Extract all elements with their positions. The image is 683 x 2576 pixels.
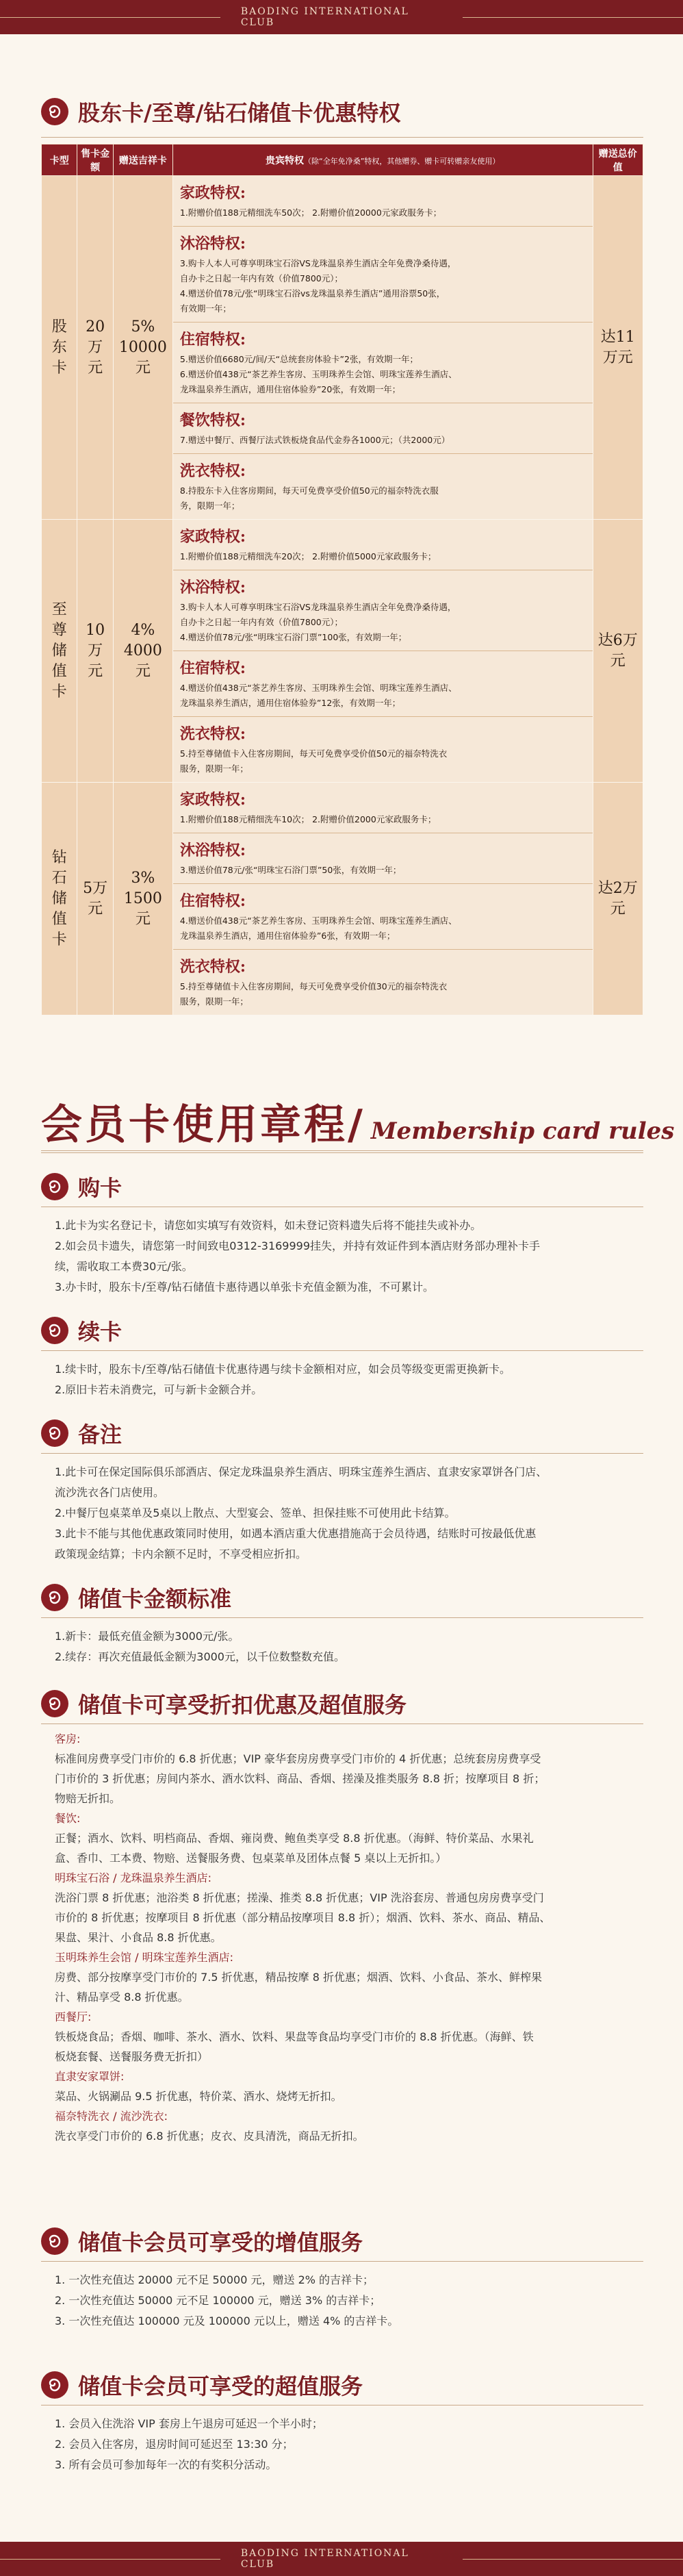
col-type: 卡型 [42, 144, 77, 176]
body-line: 3. 所有会员可参加每年一次的有奖积分活动。 [55, 2458, 277, 2471]
benefit-block [173, 651, 593, 717]
benefit-block [173, 950, 593, 1015]
table-row [42, 783, 643, 1015]
section-title: 备注 [78, 1422, 123, 1448]
benefit-block [173, 884, 593, 950]
gift-value [113, 783, 172, 1015]
benefit-line: 4.赠送价值438元“茶艺养生客房、玉明珠养生会馆、明珠宝莲养生酒店、 [179, 683, 457, 693]
divider [41, 2261, 643, 2262]
benefit-line: 1.附赠价值188元精细洗车50次； 2.附赠价值20000元家政服务卡； [179, 207, 442, 218]
total-value: 达2万元 [593, 783, 643, 1015]
header-rule-right [463, 17, 683, 18]
benefit-block [173, 570, 593, 651]
benefit-line: 3.购卡人本人可尊享明珠宝石浴VS龙珠温泉养生酒店全年免费净桑待遇， [179, 602, 456, 612]
body-line: 物赔无折扣。 [55, 1792, 121, 1805]
benefit-line: 8.持股东卡入住客房期间，每天可免费享受价值50元的福奈特洗衣服 [179, 485, 439, 496]
section-heading [41, 2225, 363, 2257]
category-label: 玉明珠养生会馆 / 明珠宝莲养生酒店: [55, 1951, 233, 1964]
body-line: 1.此卡为实名登记卡，请您如实填写有效资料，如未登记资料遗失后将不能挂失或补办。 [55, 1219, 482, 1232]
body-line: 标准间房费享受门市价的 6.8 折优惠；VIP 豪华套房房费享受门市价的 4 折优惠；总统套房房费享受 [55, 1752, 541, 1765]
category-label: 福奈特洗衣 / 流沙洗衣: [55, 2110, 168, 2123]
body-line: 3. 一次性充值达 100000 元及 100000 元以上，赠送 4% 的吉祥卡。 [55, 2314, 399, 2327]
swirl-icon [41, 1419, 68, 1447]
benefit-title: 住宿特权: [179, 659, 246, 677]
section-title: 续卡 [78, 1319, 123, 1345]
category-label: 西餐厅: [55, 2010, 92, 2023]
body-line: 1. 一次性充值达 20000 元不足 50000 元，赠送 2% 的吉祥卡； [55, 2273, 374, 2286]
total-value: 达11万元 [593, 176, 643, 520]
benefit-line: 龙珠温泉养生酒店，通用住宿体验券”6张，有效期一年； [179, 931, 396, 941]
table-header-row [42, 144, 643, 176]
col-benefits-label: 贵宾特权 [266, 155, 305, 166]
col-price: 售卡金额 [77, 144, 113, 176]
section-heading [41, 1688, 407, 1719]
benefit-cell [172, 783, 593, 1015]
section-title: 购卡 [78, 1175, 123, 1201]
rules-title [41, 1092, 674, 1151]
benefit-title: 住宿特权: [179, 331, 246, 349]
benefit-block [173, 176, 593, 227]
body-line: 1.续卡时，股东卡/至尊/钻石储值卡优惠待遇与续卡金额相对应，如会员等级变更需更换新卡。 [55, 1363, 511, 1376]
section-body [55, 2414, 636, 2475]
benefit-block [173, 783, 593, 833]
body-line: 板烧套餐、送餐服务费无折扣） [55, 2050, 209, 2063]
gift-amount: 1500元 [123, 889, 162, 928]
body-line: 门市价的 3 折优惠；房间内茶水、酒水饮料、商品、香烟、搓澡及推类服务 8.8 折；按摩项目 8 折； [55, 1772, 545, 1785]
section-body [55, 1359, 636, 1400]
privileges-title: 股东卡/至尊/钻石储值卡优惠特权 [78, 100, 401, 126]
col-gift: 赠送吉祥卡 [113, 144, 172, 176]
body-line: 政策现金结算；卡内余额不足时，不享受相应折扣。 [55, 1548, 307, 1561]
gift-amount: 4000元 [123, 642, 162, 680]
benefit-cell [172, 176, 593, 520]
privileges-heading [41, 96, 400, 127]
table-row [42, 176, 643, 520]
benefit-line: 5.赠送价值6680元/间/天“总统套房体验卡”2张，有效期一年； [179, 354, 418, 364]
body-line: 铁板烧食品；香烟、咖啡、茶水、酒水、饮料、果盘等食品均享受门市价的 8.8 折优惠。（海鲜、铁 [55, 2030, 534, 2043]
swirl-icon [41, 1690, 68, 1717]
footer-bar [0, 2542, 683, 2576]
header-rule-left [0, 17, 220, 18]
body-line: 洗衣享受门市价的 6.8 折优惠；皮衣、皮具清洗，商品无折扣。 [55, 2130, 364, 2143]
benefit-title: 洗衣特权: [179, 958, 246, 976]
section-heading [41, 1417, 122, 1449]
card-type: 至尊储值卡 [42, 520, 77, 783]
gift-pct: 5% [131, 318, 155, 336]
body-line: 3.此卡不能与其他优惠政策同时使用，如遇本酒店重大优惠措施高于会员待遇，结账时可按最低优惠 [55, 1527, 537, 1540]
gift-amount: 10000元 [118, 338, 167, 377]
gift-value [113, 520, 172, 783]
benefit-title: 家政特权: [179, 528, 246, 546]
benefit-title: 洗衣特权: [179, 462, 246, 480]
benefit-line: 服务，限期一年； [179, 763, 248, 774]
gift-pct: 3% [131, 869, 155, 887]
benefit-line: 龙珠温泉养生酒店，通用住宿体验券”12张，有效期一年； [179, 698, 401, 708]
gift-pct: 4% [131, 621, 155, 639]
footer-club-name: BAODING INTERNATIONAL CLUB [240, 2548, 409, 2570]
body-line: 洗浴门票 8 折优惠；池浴类 8 折优惠；搓澡、推类 8.8 折优惠；VIP 洗浴套房、普通包房房费享受门 [55, 1891, 544, 1904]
col-benefits [172, 144, 593, 176]
section-body [55, 1729, 636, 2146]
benefit-line: 龙珠温泉养生酒店，通用住宿体验券”20张，有效期一年； [179, 384, 401, 394]
gift-value [113, 176, 172, 520]
card-price: 20万元 [77, 176, 113, 520]
benefit-title: 沐浴特权: [179, 579, 246, 596]
benefit-block [173, 520, 593, 570]
benefit-line: 自办卡之日起一年内有效（价值7800元）； [179, 617, 343, 627]
benefit-line: 1.附赠价值188元精细洗车20次； 2.附赠价值5000元家政服务卡； [179, 551, 437, 561]
benefit-title: 住宿特权: [179, 892, 246, 910]
body-line: 房费、部分按摩享受门市价的 7.5 折优惠，精品按摩 8 折优惠；烟酒、饮料、小食品、茶水、鲜榨果 [55, 1971, 542, 1984]
divider [41, 1617, 643, 1618]
swirl-icon [41, 2227, 68, 2255]
body-line: 续，需收取工本费30元/张。 [55, 1260, 193, 1273]
section-title: 储值卡可享受折扣优惠及超值服务 [78, 1692, 407, 1718]
benefit-title: 洗衣特权: [179, 725, 246, 743]
divider [41, 1453, 643, 1454]
body-line: 2.如会员卡遗失，请您第一时间致电0312-3169999挂失，并持有效证件到本酒店财务部办理补卡手 [55, 1239, 541, 1252]
benefit-line: 4.赠送价值78元/张“明珠宝石浴门票”100张，有效期一年； [179, 632, 407, 642]
category-label: 客房: [55, 1732, 81, 1745]
swirl-icon [41, 1317, 68, 1344]
section-body [55, 1462, 636, 1565]
divider [41, 1350, 643, 1351]
category-label: 餐饮: [55, 1812, 81, 1825]
body-line: 2. 一次性充值达 50000 元不足 100000 元，赠送 3% 的吉祥卡； [55, 2294, 381, 2307]
body-line: 流沙洗衣各门店使用。 [55, 1486, 165, 1499]
benefit-line: 务，限期一年； [179, 501, 240, 511]
benefit-line: 1.附赠价值188元精细洗车10次； 2.附赠价值2000元家政服务卡； [179, 814, 437, 824]
swirl-icon [41, 98, 68, 125]
section-body [55, 2270, 636, 2332]
category-label: 直隶安家罩饼: [55, 2070, 125, 2083]
benefit-block [173, 717, 593, 782]
benefit-line: 3.购卡人本人可尊享明珠宝石浴VS龙珠温泉养生酒店全年免费净桑待遇， [179, 258, 456, 268]
benefit-line: 有效期一年； [179, 303, 231, 314]
table-row [42, 520, 643, 783]
benefit-title: 餐饮特权: [179, 412, 246, 429]
section-body [55, 1215, 636, 1298]
body-line: 1.新卡：最低充值金额为3000元/张。 [55, 1630, 240, 1643]
section-title: 储值卡会员可享受的增值服务 [78, 2230, 363, 2256]
section-heading [41, 1171, 122, 1202]
body-line: 2.中餐厅包桌菜单及5桌以上散点、大型宴会、签单、担保挂账不可使用此卡结算。 [55, 1506, 456, 1519]
rules-title-cn: 会员卡使用章程/ [41, 1101, 365, 1149]
benefit-line: 服务，限期一年； [179, 996, 248, 1007]
benefit-block [173, 454, 593, 519]
header-club-name: BAODING INTERNATIONAL CLUB [240, 6, 409, 28]
total-value: 达6万元 [593, 520, 643, 783]
benefit-line: 3.赠送价值78元/张“明珠宝石浴门票”50张，有效期一年； [179, 865, 402, 875]
body-line: 果盘、果汁、小食品 8.8 折优惠。 [55, 1931, 222, 1944]
divider [41, 1723, 643, 1724]
card-price: 5万元 [77, 783, 113, 1015]
benefit-block [173, 323, 593, 403]
body-line: 1. 会员入住洗浴 VIP 套房上午退房可延迟一个半小时； [55, 2417, 323, 2430]
section-heading [41, 1315, 122, 1346]
divider [41, 137, 643, 138]
body-line: 2.续存：再次充值最低金额为3000元，以千位数整数充值。 [55, 1650, 345, 1663]
category-label: 明珠宝石浴 / 龙珠温泉养生酒店: [55, 1871, 211, 1884]
footer-rule-right [463, 2559, 683, 2560]
body-line: 1.此卡可在保定国际俱乐部酒店、保定龙珠温泉养生酒店、明珠宝莲养生酒店、直隶安家罩饼各门店、 [55, 1465, 547, 1478]
section-title: 储值卡会员可享受的超值服务 [78, 2373, 363, 2399]
footer-rule-left [0, 2559, 220, 2560]
card-price: 10万元 [77, 520, 113, 783]
benefit-line: 5.持至尊储值卡入住客房期间，每天可免费享受价值30元的福奈特洗衣 [179, 981, 448, 992]
benefit-line: 自办卡之日起一年内有效（价值7800元）； [179, 273, 343, 283]
benefit-title: 沐浴特权: [179, 235, 246, 253]
benefit-line: 4.赠送价值78元/张“明珠宝石浴vs龙珠温泉养生酒店”通用浴票50张， [179, 288, 446, 299]
body-line: 汁、精品享受 8.8 折优惠。 [55, 1991, 189, 2004]
body-line: 市价的 8 折优惠；按摩项目 8 折优惠（部分精品按摩项目 8.8 折）；烟酒、饮料、茶水、商品、精品、 [55, 1911, 551, 1924]
col-benefits-note: （除“全年免净桑”特权，其他赠券、赠卡可转赠亲友使用） [304, 156, 500, 166]
card-type: 钻石储值卡 [42, 783, 77, 1015]
swirl-icon [41, 1584, 68, 1611]
benefit-line: 7.赠送中餐厅、西餐厅法式铁板烧食品代金券各1000元；（共2000元） [179, 435, 450, 445]
benefit-title: 沐浴特权: [179, 842, 246, 859]
col-total: 赠送总价值 [593, 144, 643, 176]
benefit-block [173, 227, 593, 323]
body-line: 菜品、火锅涮品 9.5 折优惠，特价菜、酒水、烧烤无折扣。 [55, 2090, 342, 2103]
benefit-cell [172, 520, 593, 783]
card-type: 股东卡 [42, 176, 77, 520]
body-line: 2. 会员入住客房，退房时间可延迟至 13:30 分； [55, 2438, 294, 2451]
divider [41, 1150, 643, 1153]
benefit-title: 家政特权: [179, 791, 246, 809]
body-line: 盒、香巾、工本费、物赔、送餐服务费、包桌菜单及团体点餐 5 桌以上无折扣。） [55, 1852, 447, 1865]
body-line: 3.办卡时，股东卡/至尊/钻石储值卡惠待遇以单张卡充值金额为准，不可累计。 [55, 1280, 435, 1293]
header-bar [0, 0, 683, 34]
section-heading [41, 2369, 363, 2401]
body-line: 2.原旧卡若未消费完，可与新卡金额合并。 [55, 1383, 263, 1396]
benefit-line: 5.持至尊储值卡入住客房期间，每天可免费享受价值50元的福奈特洗衣 [179, 748, 448, 759]
swirl-icon [41, 1173, 68, 1200]
section-heading [41, 1582, 231, 1613]
benefit-line: 6.赠送价值438元“茶艺养生客房、玉明珠养生会馆、明珠宝莲养生酒店、 [179, 369, 457, 379]
benefit-block [173, 833, 593, 884]
section-body [55, 1626, 636, 1667]
benefit-block [173, 403, 593, 454]
benefit-line: 4.赠送价值438元“茶艺养生客房、玉明珠养生会馆、明珠宝莲养生酒店、 [179, 916, 457, 926]
benefit-title: 家政特权: [179, 184, 246, 202]
swirl-icon [41, 2371, 68, 2399]
body-line: 正餐；酒水、饮料、明档商品、香烟、雍岗费、鲍鱼类享受 8.8 折优惠。（海鲜、特价菜品、水果礼 [55, 1832, 534, 1845]
section-title: 储值卡金额标准 [78, 1586, 232, 1612]
rules-title-en: Membership card rules [370, 1117, 675, 1145]
privileges-table [41, 144, 643, 1015]
